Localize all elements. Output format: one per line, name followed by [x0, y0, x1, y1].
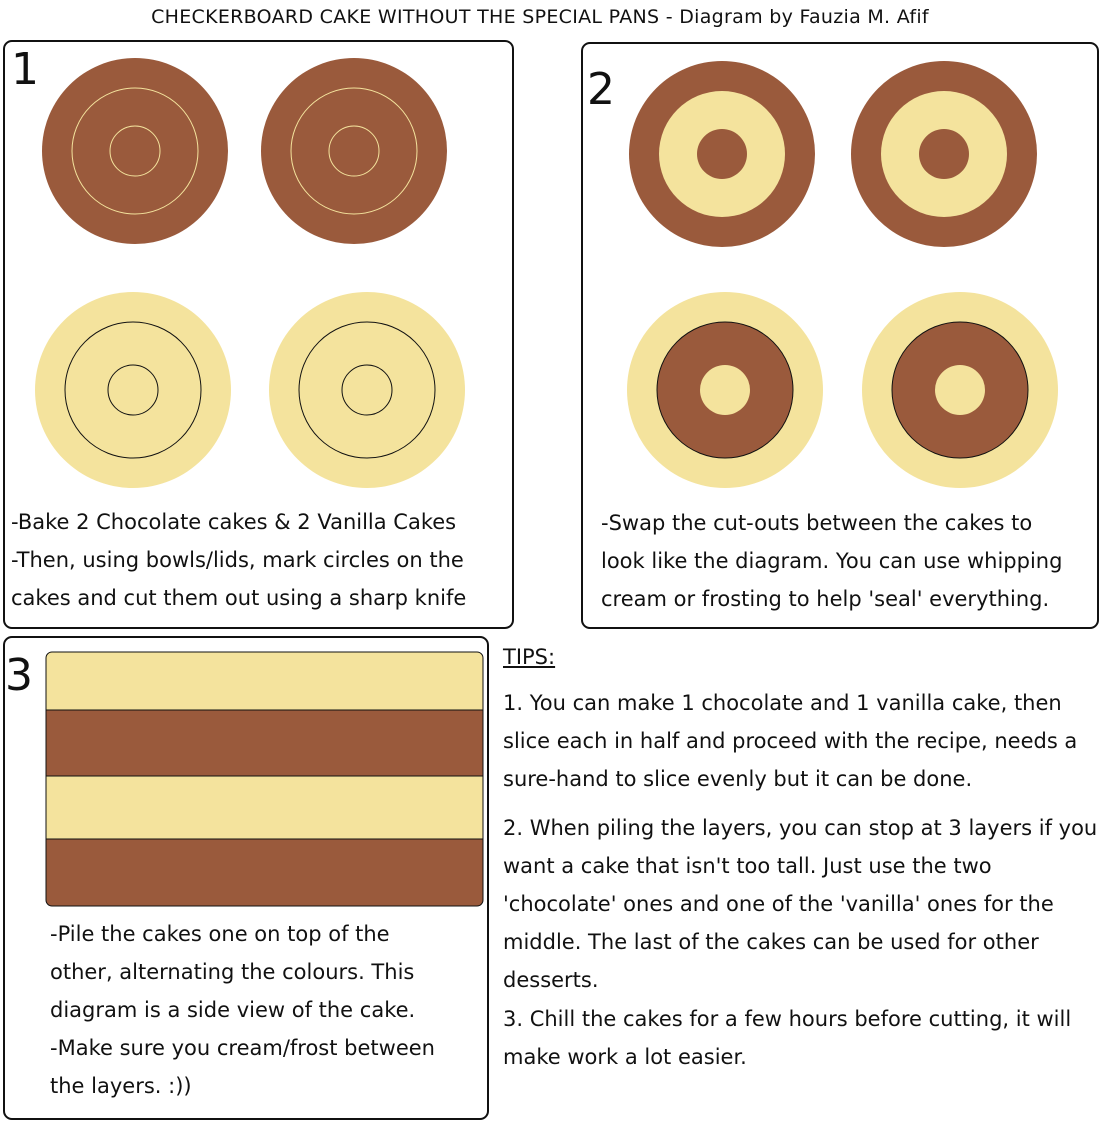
step-2-caption: -Swap the cut-outs between the cakes to look like the diagram. You can use whipping cream or frosting to help 'seal' everything. — [601, 511, 1063, 611]
chocolate-cake-swapped-2 — [851, 61, 1037, 247]
tip-1: 1. You can make 1 chocolate and 1 vanilla cake, then slice each in half and proceed with the recipe, needs a sure-hand to slice evenly but it can be done. — [503, 691, 1078, 791]
chocolate-layer-bottom — [46, 839, 483, 906]
step-1-caption: -Bake 2 Chocolate cakes & 2 Vanilla Cakes -Then, using bowls/lids, mark circles on the cakes and cut them out using a sharp knife — [11, 510, 467, 610]
vanilla-cake-swapped-2 — [862, 292, 1058, 488]
vanilla-cake-marked-2 — [269, 292, 465, 488]
vanilla-cake-swapped-1 — [627, 292, 823, 488]
tips-heading: TIPS: — [503, 645, 556, 669]
chocolate-cake-marked-1 — [42, 58, 228, 244]
vanilla-layer-middle — [46, 776, 483, 839]
vanilla-layer-top — [46, 652, 483, 710]
step-1-number: 1 — [11, 44, 39, 95]
step-3-panel — [3, 636, 489, 1120]
tip-3: 3. Chill the cakes for a few hours before cutting, it will make work a lot easier. — [503, 1007, 1072, 1069]
chocolate-cake-swapped-1 — [629, 61, 815, 247]
step-3-number: 3 — [5, 650, 33, 701]
chocolate-layer-upper — [46, 710, 483, 776]
chocolate-cake-marked-2 — [261, 58, 447, 244]
step-2-number: 2 — [587, 64, 615, 115]
vanilla-cake-marked-1 — [35, 292, 231, 488]
step-3-caption: -Pile the cakes one on top of the other, alternating the colours. This diagram is a side view of the cake. -Make sure you cream/frost between the layers. :)) — [50, 922, 435, 1098]
tip-2: 2. When piling the layers, you can stop at 3 layers if you want a cake that isn't too tall. Just use the two 'chocolate' ones and one of the 'vanilla' ones for the middle. The last of the cakes can be used for other desserts. — [503, 816, 1098, 992]
step-2-diagram — [583, 44, 1097, 504]
step-2-panel — [581, 42, 1099, 629]
step-1-diagram — [5, 42, 512, 502]
step-1-panel — [3, 40, 514, 629]
cake-side-view-diagram — [5, 638, 487, 913]
diagram-title: CHECKERBOARD CAKE WITHOUT THE SPECIAL PANS - Diagram by Fauzia M. Afif — [151, 6, 929, 28]
